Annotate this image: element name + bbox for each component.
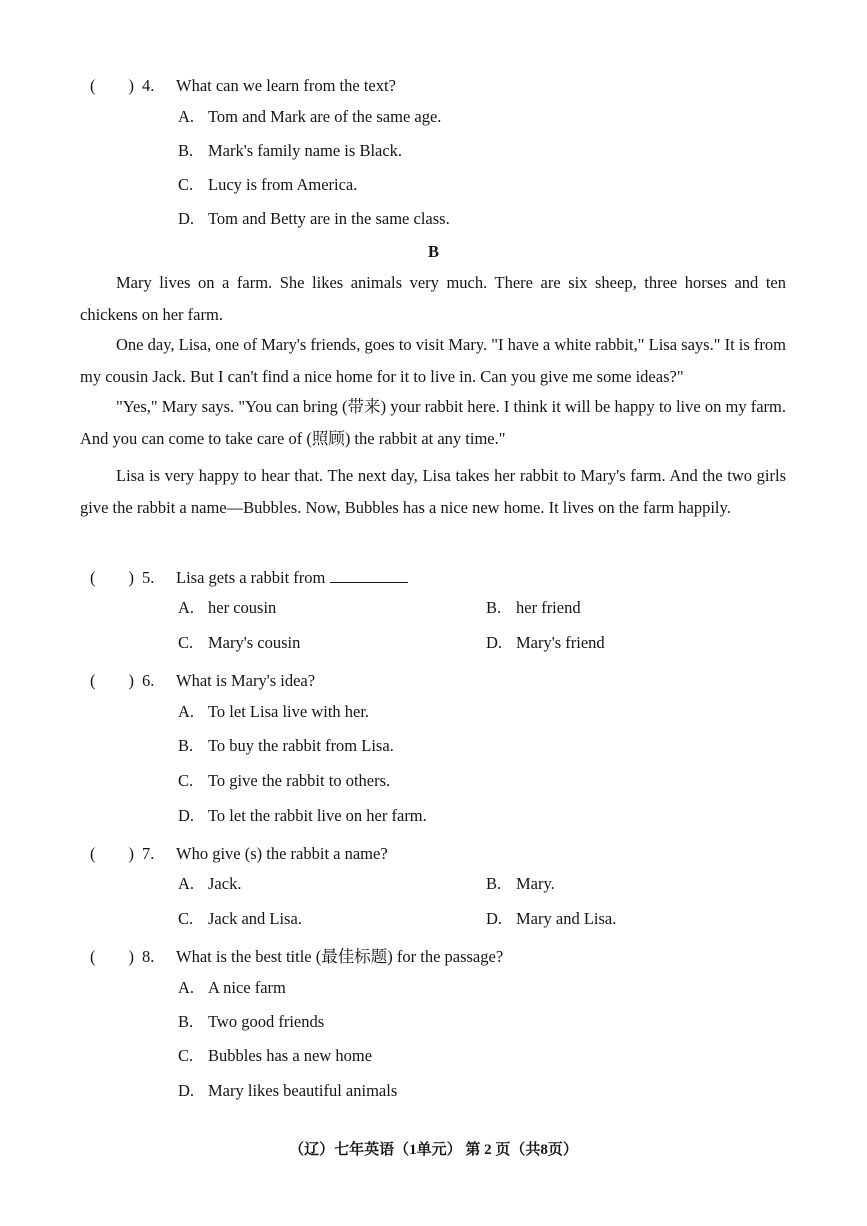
q8-option-d — [178, 1081, 397, 1101]
section-heading: B — [427, 242, 439, 261]
passage-paragraph-1: Mary lives on a farm. She likes animals very much. There are six sheep, three horses and ten chickens on her farm. — [80, 273, 786, 324]
option-text: Mary's cousin — [208, 633, 301, 652]
option-text: To give the rabbit to others. — [208, 771, 391, 790]
question-4 — [90, 72, 396, 96]
question-text: Who give (s) the rabbit a name? — [176, 844, 388, 863]
option-letter: D. — [486, 633, 503, 652]
q7-option-d — [486, 909, 616, 929]
question-5 — [90, 564, 408, 588]
option-text: Mary's friend — [516, 633, 605, 652]
option-letter: A. — [178, 598, 195, 617]
passage-paragraph-2: One day, Lisa, one of Mary's friends, goes to visit Mary. "I have a white rabbit," Lisa says." It is from my cousin Jack. But I can't find a nice home for it to live in. Can you give me some ideas?" — [80, 335, 786, 386]
option-text: Mary likes beautiful animals — [208, 1081, 398, 1100]
option-letter: C. — [178, 771, 194, 790]
q8-option-c — [178, 1046, 372, 1066]
q5-option-a — [178, 598, 276, 618]
q5-option-c — [178, 633, 300, 653]
q5-option-b — [486, 598, 581, 618]
question-6 — [90, 667, 315, 691]
q8-option-a — [178, 978, 286, 998]
question-number: 6. — [142, 671, 155, 690]
q7-option-b — [486, 874, 555, 894]
option-letter: A. — [178, 874, 195, 893]
option-text: To let Lisa live with her. — [208, 702, 370, 721]
option-letter: D. — [178, 1081, 195, 1100]
option-letter: C. — [178, 633, 194, 652]
q4-option-c — [178, 175, 357, 195]
option-letter: B. — [178, 141, 194, 160]
q4-option-d — [178, 209, 450, 229]
q6-option-b — [178, 736, 394, 756]
answer-bracket[interactable]: ( ) — [90, 671, 134, 690]
question-number: 7. — [142, 844, 155, 863]
q7-option-c — [178, 909, 302, 929]
question-text: What can we learn from the text? — [176, 76, 396, 95]
option-text: Mary. — [516, 874, 555, 893]
answer-bracket[interactable]: ( ) — [90, 568, 134, 587]
question-text: Lisa gets a rabbit from — [176, 568, 326, 587]
option-letter: C. — [178, 909, 194, 928]
question-number: 4. — [142, 76, 155, 95]
option-letter: A. — [178, 978, 195, 997]
option-letter: A. — [178, 702, 195, 721]
passage-paragraph-4: Lisa is very happy to hear that. The next day, Lisa takes her rabbit to Mary's farm. And the two girls give the rabbit a name—Bubbles. Now, Bubbles has a nice new home. It lives on the farm happily. — [80, 466, 786, 517]
q4-option-a — [178, 107, 441, 127]
question-number: 8. — [142, 947, 155, 966]
option-text: Mark's family name is Black. — [208, 141, 403, 160]
option-letter: C. — [178, 1046, 194, 1065]
option-letter: B. — [178, 736, 194, 755]
option-letter: D. — [486, 909, 503, 928]
passage-paragraph-3: "Yes," Mary says. "You can bring (带来) your rabbit here. I think it will be happy to live on my farm. And you can come to take care of (照顾) the rabbit at any time." — [80, 397, 786, 448]
q5-option-d — [486, 633, 605, 653]
q4-option-b — [178, 141, 402, 161]
answer-bracket[interactable]: ( ) — [90, 844, 134, 863]
question-number: 5. — [142, 568, 155, 587]
question-8 — [90, 943, 503, 967]
question-text: What is the best title (最佳标题) for the passage? — [176, 947, 504, 966]
option-text: To buy the rabbit from Lisa. — [208, 736, 394, 755]
fill-in-blank[interactable] — [330, 568, 408, 583]
option-letter: A. — [178, 107, 195, 126]
answer-bracket[interactable]: ( ) — [90, 76, 134, 95]
option-text: Mary and Lisa. — [516, 909, 617, 928]
option-letter: B. — [486, 598, 502, 617]
q7-option-a — [178, 874, 241, 894]
q6-option-c — [178, 771, 390, 791]
question-text: What is Mary's idea? — [176, 671, 316, 690]
option-text: Tom and Betty are in the same class. — [208, 209, 450, 228]
option-text: Two good friends — [208, 1012, 325, 1031]
option-text: To let the rabbit live on her farm. — [208, 806, 427, 825]
answer-bracket[interactable]: ( ) — [90, 947, 134, 966]
option-text: Bubbles has a new home — [208, 1046, 373, 1065]
option-text: her cousin — [208, 598, 277, 617]
option-text: Tom and Mark are of the same age. — [208, 107, 442, 126]
option-letter: B. — [486, 874, 502, 893]
option-text: her friend — [516, 598, 581, 617]
option-letter: B. — [178, 1012, 194, 1031]
option-text: Jack and Lisa. — [208, 909, 302, 928]
option-letter: D. — [178, 806, 195, 825]
q6-option-d — [178, 806, 427, 826]
question-7 — [90, 840, 388, 864]
option-letter: C. — [178, 175, 194, 194]
option-letter: D. — [178, 209, 195, 228]
q8-option-b — [178, 1012, 324, 1032]
option-text: A nice farm — [208, 978, 286, 997]
page-footer: （辽）七年英语（1单元） 第 2 页（共8页） — [289, 1142, 578, 1158]
option-text: Jack. — [208, 874, 242, 893]
option-text: Lucy is from America. — [208, 175, 358, 194]
q6-option-a — [178, 702, 369, 722]
